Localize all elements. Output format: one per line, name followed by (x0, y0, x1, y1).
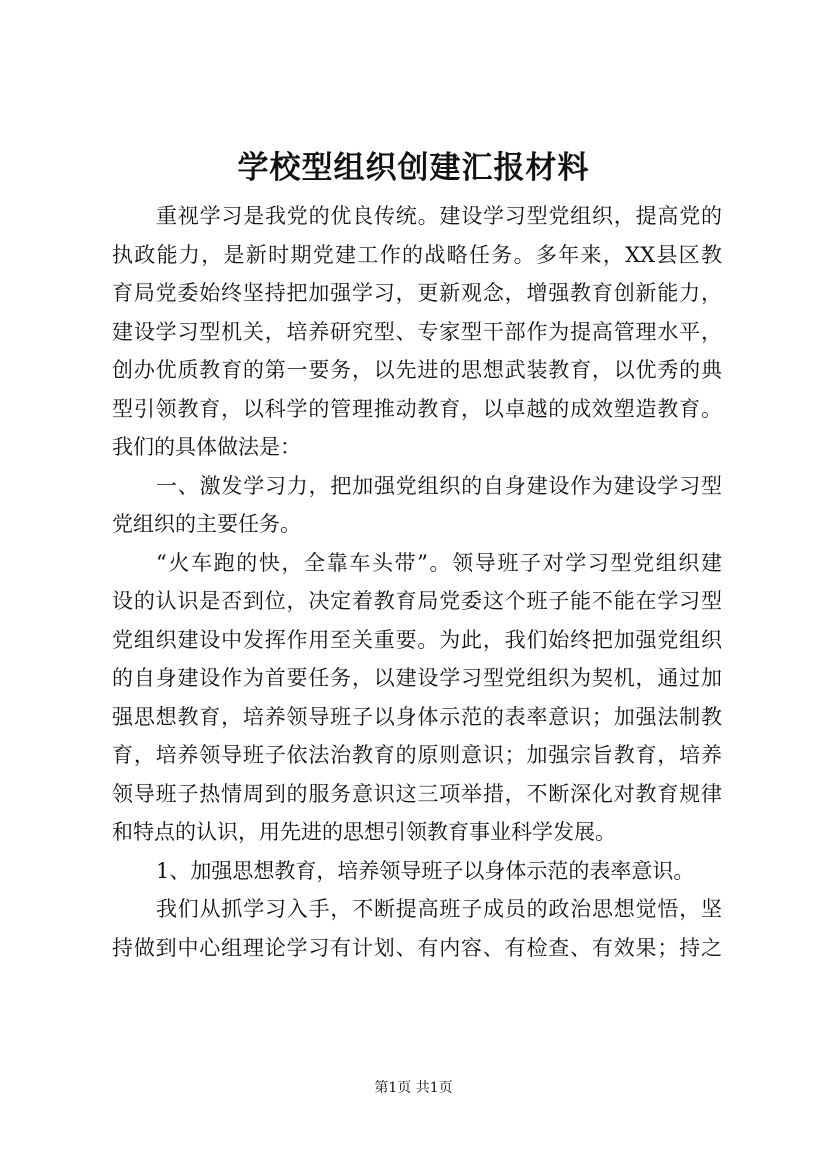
page-footer: 第1页 共1页 (374, 1080, 453, 1096)
text-line: 强思想教育，培养领导班子以身体示范的表率意识；加强法制教 (112, 704, 722, 729)
text-line: 党组织建设中发挥作用至关重要。为此，我们始终把加强党组织 (112, 627, 722, 652)
text-line: 重视学习是我党的优良传统。建设学习型党组织，提高党的 (156, 204, 722, 228)
text-line: 和特点的认识，用先进的思想引领教育事业科学发展。 (112, 820, 616, 844)
text-line: 的自身建设作为首要任务，以建设学习型党组织为契机，通过加 (112, 666, 722, 690)
text-line: 育局党委始终坚持把加强学习，更新观念，增强教育创新能力， (112, 281, 722, 305)
text-line: “火车跑的快，全靠车头带”。领导班子对学习型党组织建 (156, 550, 722, 575)
text-line: 建设学习型机关，培养研究型、专家型干部作为提高管理水平， (112, 319, 722, 344)
text-line: 领导班子热情周到的服务意识这三项举措，不断深化对教育规律 (112, 781, 722, 806)
text-line: 创办优质教育的第一要务，以先进的思想武装教育，以优秀的典 (112, 358, 722, 382)
text-line: 我们的具体做法是： (112, 435, 301, 459)
text-line: 设的认识是否到位，决定着教育局党委这个班子能不能在学习型 (112, 589, 722, 613)
text-line: 一、激发学习力，把加强党组织的自身建设作为建设学习型 (156, 473, 722, 498)
text-line: 育，培养领导班子依法治教育的原则意识；加强宗旨教育，培养 (112, 743, 722, 767)
document-body (112, 197, 722, 967)
document-title: 学校型组织创建汇报材料 (237, 150, 590, 186)
text-line: 党组织的主要任务。 (112, 512, 301, 536)
text-line: 执政能力，是新时期党建工作的战略任务。多年来，XX县区教 (112, 242, 722, 267)
text-line: 持做到中心组理论学习有计划、有内容、有检查、有效果；持之 (112, 935, 722, 960)
text-line: 型引领教育，以科学的管理推动教育，以卓越的成效塑造教育。 (112, 396, 722, 421)
text-line: 我们从抓学习入手，不断提高班子成员的政治思想觉悟，坚 (156, 897, 722, 921)
text-line: 1、加强思想教育，培养领导班子以身体示范的表率意识。 (156, 858, 695, 883)
